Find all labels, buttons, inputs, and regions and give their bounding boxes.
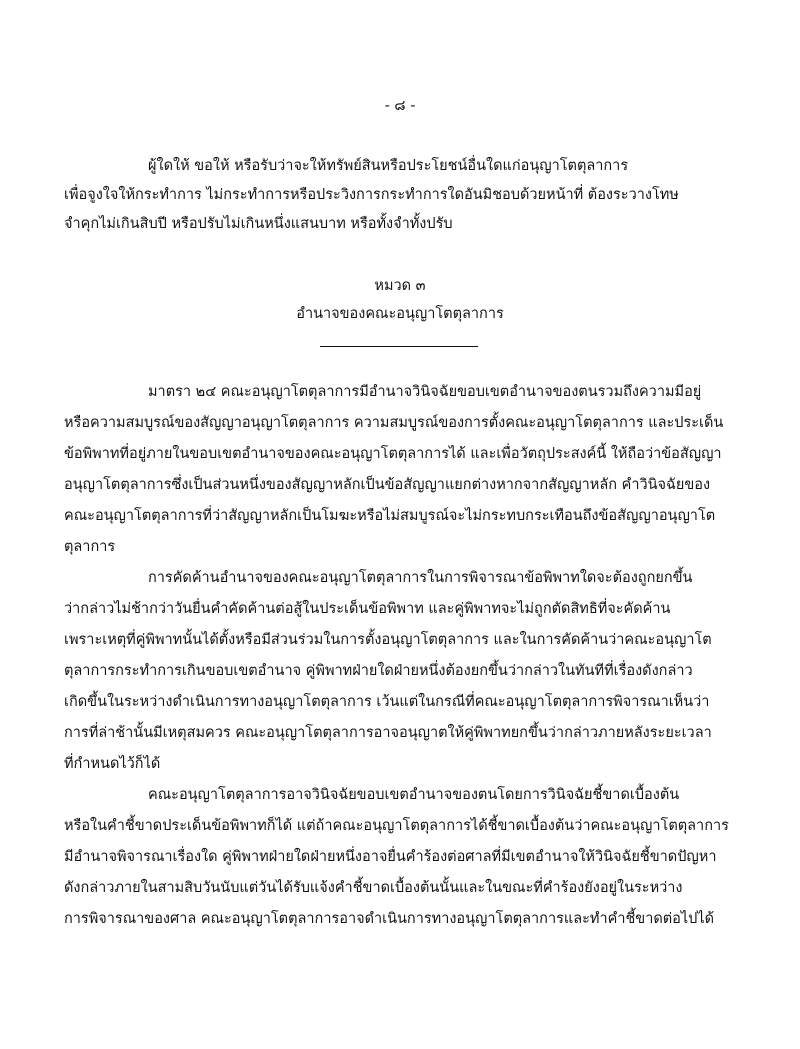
chapter-divider [320,346,478,347]
ruling-line-4: ดังกล่าวภายในสามสิบวันนับแต่วันได้รับแจ้งคำชี้ขาดเบื้องต้นนั้นและในขณะที่คำร้องยังอยู่ในระหว่าง [64,880,683,896]
ruling-line-2: หรือในคำชี้ขาดประเด็นข้อพิพาทก็ได้ แต่ถ้าคณะอนุญาโตตุลาการได้ชี้ขาดเบื้องต้นว่าคณะอนุญาโตตุลาการ [64,818,729,834]
objection-line-5: เกิดขึ้นในระหว่างดำเนินการทางอนุญาโตตุลาการ เว้นแต่ในกรณีที่คณะอนุญาโตตุลาการพิจารณาเห็นว่า [64,694,710,710]
ruling-line-5: การพิจารณาของศาล คณะอนุญาโตตุลาการอาจดำเนินการทางอนุญาโตตุลาการและทำคำชี้ขาดต่อไปได้ [64,911,715,927]
objection-line-6: การที่ล่าช้านั้นมีเหตุสมควร คณะอนุญาโตตุลาการอาจอนุญาตให้คู่พิพาทยกขึ้นว่ากล่าวภายหลังระยะเวลา [64,725,712,741]
page-number: - ๘ - [384,98,416,114]
chapter-subtitle: อำนาจของคณะอนุญาโตตุลาการ [296,306,504,322]
objection-line-3: เพราะเหตุที่คู่พิพาทนั้นได้ตั้งหรือมีส่วนร่วมในการตั้งอนุญาโตตุลาการ และในการคัดค้านว่าคณะอนุญาโต [64,632,712,648]
objection-line-4: ตุลาการกระทำการเกินขอบเขตอำนาจ คู่พิพาทฝ่ายใดฝ่ายหนึ่งต้องยกขึ้นว่ากล่าวในทันทีที่เรื่องดังกล่าว [64,663,693,679]
objection-line-2: ว่ากล่าวไม่ช้ากว่าวันยื่นคำคัดค้านต่อสู้ในประเด็นข้อพิพาท และคู่พิพาทจะไม่ถูกตัดสิทธิที่จะคัดค้าน [64,601,671,617]
section-24-line-1: มาตรา ๒๔ คณะอนุญาโตตุลาการมีอำนาจวินิจฉัยขอบเขตอำนาจของตนรวมถึงความมีอยู่ [148,384,702,400]
section-24-line-5: คณะอนุญาโตตุลาการที่ว่าสัญญาหลักเป็นโมฆะหรือไม่สมบูรณ์จะไม่กระทบกระเทือนถึงข้อสัญญาอนุญาโต [64,508,716,524]
penalty-line-2: เพื่อจูงใจให้กระทำการ ไม่กระทำการหรือประวิงการกระทำการใดอันมิชอบด้วยหน้าที่ ต้องระวางโทษ [64,187,679,203]
section-24-line-2: หรือความสมบูรณ์ของสัญญาอนุญาโตตุลาการ ความสมบูรณ์ของการตั้งคณะอนุญาโตตุลาการ และประเด็น [64,415,724,431]
penalty-line-3: จำคุกไม่เกินสิบปี หรือปรับไม่เกินหนึ่งแสนบาท หรือทั้งจำทั้งปรับ [64,216,453,232]
ruling-line-3: มีอำนาจพิจารณาเรื่องใด คู่พิพาทฝ่ายใดฝ่ายหนึ่งอาจยื่นคำร้องต่อศาลที่มีเขตอำนาจให้วินิจฉัยชี้ขาดปัญหา [64,849,717,865]
section-24-line-4: อนุญาโตตุลาการซึ่งเป็นส่วนหนึ่งของสัญญาหลักเป็นข้อสัญญาแยกต่างหากจากสัญญาหลัก คำวินิจฉัยของ [64,477,711,493]
section-24-line-3: ข้อพิพาทที่อยู่ภายในขอบเขตอำนาจของคณะอนุญาโตตุลาการได้ และเพื่อวัตถุประสงค์นี้ ให้ถือว่าข้อสัญญา [64,446,722,462]
objection-line-1: การคัดค้านอำนาจของคณะอนุญาโตตุลาการในการพิจารณาข้อพิพาทใดจะต้องถูกยกขึ้น [148,570,693,586]
ruling-line-1: คณะอนุญาโตตุลาการอาจวินิจฉัยขอบเขตอำนาจของตนโดยการวินิจฉัยชี้ขาดเบื้องต้น [148,787,680,803]
penalty-line-1: ผู้ใดให้ ขอให้ หรือรับว่าจะให้ทรัพย์สินหรือประโยชน์อื่นใดแก่อนุญาโตตุลาการ [148,158,629,174]
chapter-title: หมวด ๓ [374,278,426,294]
objection-line-7: ที่กำหนดไว้ก็ได้ [64,756,161,772]
section-24-line-6: ตุลาการ [64,539,116,555]
